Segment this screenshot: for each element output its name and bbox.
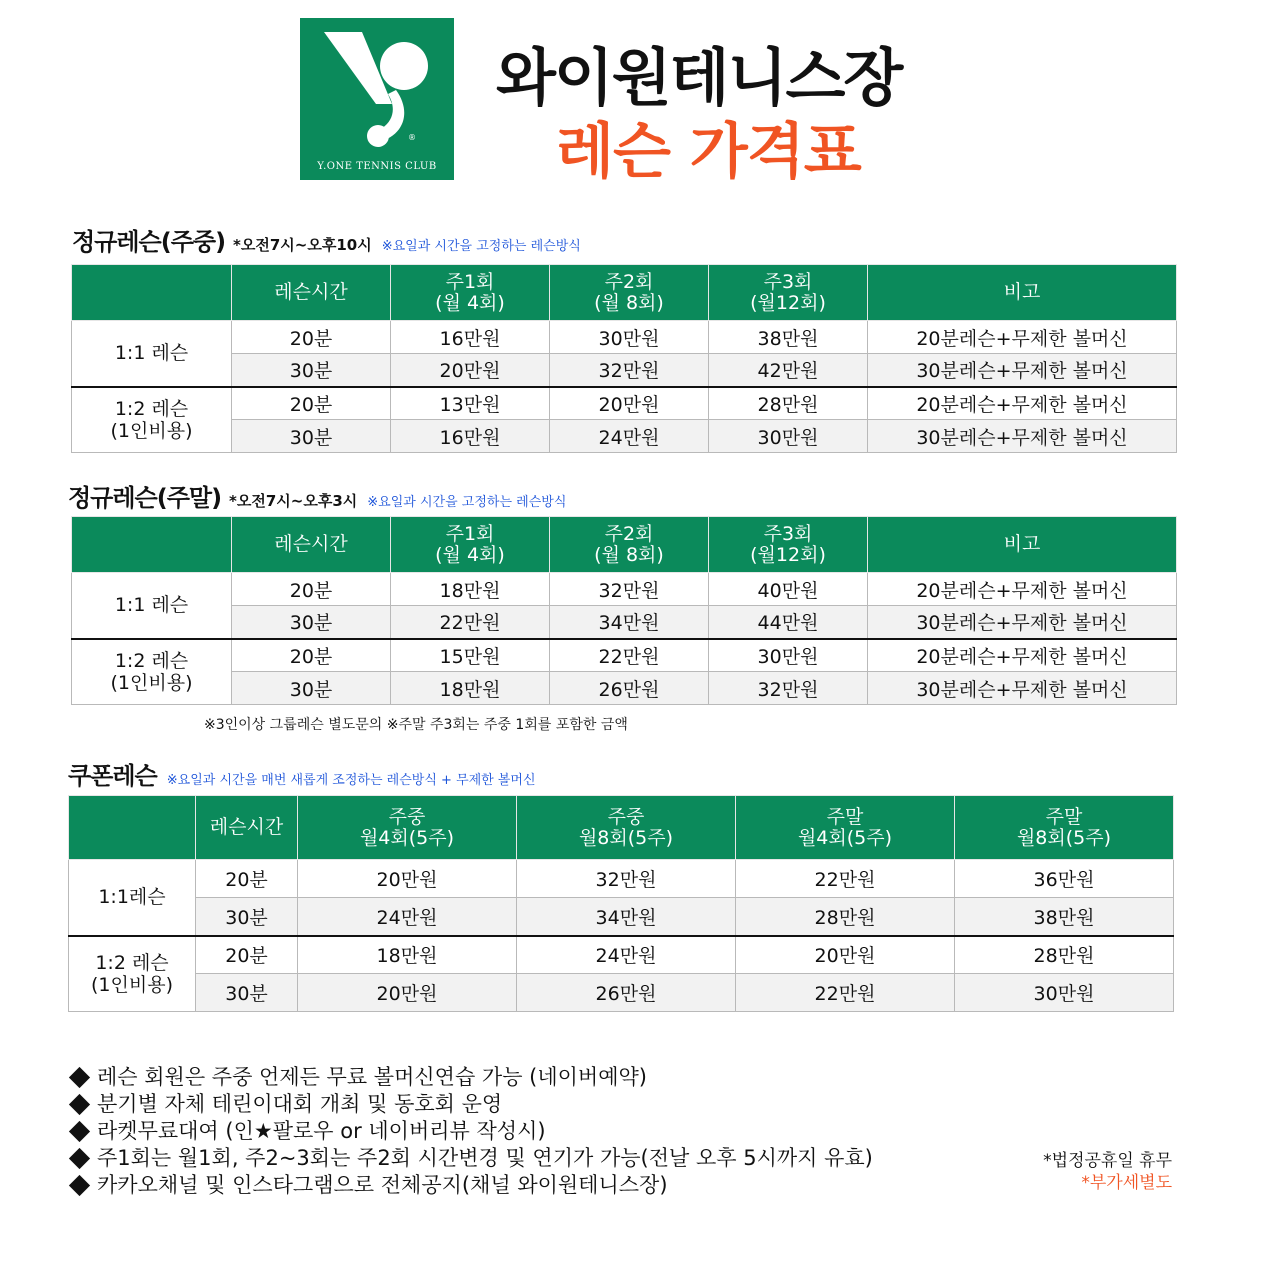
bullet-text: 카카오채널 및 인스타그램으로 전체공지(채널 와이원테니스장) — [97, 1173, 668, 1197]
weekday-section-heading — [72, 222, 581, 257]
list-item — [68, 1064, 873, 1091]
weekend-footnote: ※3인이상 그룹레슨 별도문의 ※주말 주3회는 주중 1회를 포함한 금액 — [204, 717, 628, 733]
column-header: 주말 월8회(5주) — [955, 796, 1174, 860]
bullet-text: 분기별 자체 테린이대회 개최 및 동호회 운영 — [97, 1092, 503, 1116]
column-header: 주3회 (월12회) — [709, 265, 868, 321]
price-cell: 30만원 — [550, 321, 709, 354]
lesson-duration: 20분 — [232, 387, 391, 420]
svg-text:®: ® — [408, 133, 416, 142]
lesson-duration: 30분 — [232, 672, 391, 705]
coupon-note: ※요일과 시간을 매번 새롭게 조정하는 레슨방식 + 무제한 볼머신 — [166, 773, 536, 788]
table-row — [72, 606, 1177, 639]
table-row — [69, 936, 1174, 974]
price-cell: 26만원 — [517, 974, 736, 1012]
lesson-duration: 30분 — [196, 898, 298, 936]
table-row — [72, 354, 1177, 387]
lesson-duration: 20분 — [196, 860, 298, 898]
price-cell: 38만원 — [709, 321, 868, 354]
column-header: 주3회 (월12회) — [709, 517, 868, 573]
coupon-section-heading — [68, 756, 536, 791]
price-cell: 18만원 — [298, 936, 517, 974]
column-header: 주중 월4회(5주) — [298, 796, 517, 860]
lesson-duration: 20분 — [196, 936, 298, 974]
price-cell: 20만원 — [550, 387, 709, 420]
column-header: 주2회 (월 8회) — [550, 517, 709, 573]
table-row — [72, 387, 1177, 420]
column-header: 비고 — [868, 265, 1177, 321]
price-cell: 32만원 — [517, 860, 736, 898]
price-cell: 20만원 — [736, 936, 955, 974]
lesson-duration: 20분 — [232, 639, 391, 672]
price-cell: 24만원 — [550, 420, 709, 453]
club-logo — [300, 18, 454, 180]
column-header — [69, 796, 196, 860]
table-row — [69, 974, 1174, 1012]
holiday-note: *법정공휴일 휴무 — [1043, 1151, 1172, 1171]
diamond-bullet-icon — [69, 1094, 90, 1115]
page-subtitle: 레슨 가격표 — [556, 117, 861, 187]
price-cell: 30분레슨+무제한 볼머신 — [868, 354, 1177, 387]
column-header: 레슨시간 — [232, 517, 391, 573]
weekday-hours: *오전7시~오후10시 — [233, 236, 372, 254]
weekday-price-table — [71, 264, 1177, 453]
diamond-bullet-icon — [69, 1067, 90, 1088]
coupon-title: 쿠폰레슨 — [68, 762, 157, 790]
column-header — [72, 517, 232, 573]
vat-note: *부가세별도 — [1081, 1173, 1172, 1193]
price-cell: 30분레슨+무제한 볼머신 — [868, 606, 1177, 639]
lesson-type-label: 1:1 레슨 — [72, 573, 232, 639]
table-row — [72, 672, 1177, 705]
list-item — [68, 1091, 873, 1118]
price-cell: 20분레슨+무제한 볼머신 — [868, 573, 1177, 606]
lesson-duration: 20분 — [232, 573, 391, 606]
price-cell: 22만원 — [736, 974, 955, 1012]
list-item — [68, 1172, 873, 1199]
table-row — [69, 898, 1174, 936]
coupon-price-table — [68, 795, 1174, 1012]
table-header-row — [69, 796, 1174, 860]
table-row — [72, 420, 1177, 453]
price-cell: 42만원 — [709, 354, 868, 387]
price-cell: 15만원 — [391, 639, 550, 672]
price-cell: 32만원 — [550, 573, 709, 606]
table-row — [72, 321, 1177, 354]
price-cell: 38만원 — [955, 898, 1174, 936]
weekend-title: 정규레슨(주말) — [68, 484, 222, 512]
price-cell: 16만원 — [391, 321, 550, 354]
lesson-type-label: 1:1레슨 — [69, 860, 196, 936]
lesson-duration: 30분 — [232, 354, 391, 387]
table-row — [72, 573, 1177, 606]
list-item — [68, 1118, 873, 1145]
price-cell: 22만원 — [550, 639, 709, 672]
column-header: 주1회 (월 4회) — [391, 517, 550, 573]
price-cell: 22만원 — [391, 606, 550, 639]
table-header-row — [72, 517, 1177, 573]
price-cell: 32만원 — [550, 354, 709, 387]
column-header: 주2회 (월 8회) — [550, 265, 709, 321]
column-header — [72, 265, 232, 321]
price-cell: 20분레슨+무제한 볼머신 — [868, 387, 1177, 420]
price-cell: 30만원 — [955, 974, 1174, 1012]
price-cell: 32만원 — [709, 672, 868, 705]
column-header: 비고 — [868, 517, 1177, 573]
logo-wordmark: Y.ONE TENNIS CLUB — [317, 161, 437, 172]
lesson-duration: 30분 — [196, 974, 298, 1012]
diamond-bullet-icon — [69, 1175, 90, 1196]
page-title: 와이원테니스장 — [496, 41, 902, 114]
column-header: 주중 월8회(5주) — [517, 796, 736, 860]
price-cell: 20만원 — [298, 974, 517, 1012]
price-cell: 36만원 — [955, 860, 1174, 898]
bullet-text: 레슨 회원은 주중 언제든 무료 볼머신연습 가능 (네이버예약) — [97, 1065, 647, 1089]
lesson-duration: 20분 — [232, 321, 391, 354]
price-cell: 34만원 — [517, 898, 736, 936]
price-cell: 22만원 — [736, 860, 955, 898]
lesson-type-label: 1:2 레슨 (1인비용) — [72, 639, 232, 705]
column-header: 레슨시간 — [196, 796, 298, 860]
price-cell: 24만원 — [517, 936, 736, 974]
weekday-title: 정규레슨(주중) — [72, 228, 226, 256]
tennis-y-logo-icon — [300, 18, 454, 180]
lesson-duration: 30분 — [232, 606, 391, 639]
price-cell: 28만원 — [955, 936, 1174, 974]
weekday-note: ※요일과 시간을 고정하는 레슨방식 — [381, 239, 581, 254]
lesson-type-label: 1:2 레슨 (1인비용) — [69, 936, 196, 1012]
price-cell: 30분레슨+무제한 볼머신 — [868, 420, 1177, 453]
lesson-type-label: 1:2 레슨 (1인비용) — [72, 387, 232, 453]
price-cell: 20만원 — [391, 354, 550, 387]
bullet-text: 주1회는 월1회, 주2~3회는 주2회 시간변경 및 연기가 가능(전날 오후 5시까지 유효) — [97, 1146, 873, 1170]
price-cell: 18만원 — [391, 573, 550, 606]
price-cell: 24만원 — [298, 898, 517, 936]
price-cell: 20만원 — [298, 860, 517, 898]
price-cell: 30만원 — [709, 639, 868, 672]
info-bullet-list — [68, 1064, 873, 1199]
price-cell: 28만원 — [709, 387, 868, 420]
price-cell: 16만원 — [391, 420, 550, 453]
price-cell: 26만원 — [550, 672, 709, 705]
price-cell: 13만원 — [391, 387, 550, 420]
lesson-type-label: 1:1 레슨 — [72, 321, 232, 387]
weekend-hours: *오전7시~오후3시 — [229, 492, 358, 510]
price-cell: 18만원 — [391, 672, 550, 705]
price-cell: 20분레슨+무제한 볼머신 — [868, 321, 1177, 354]
price-cell: 20분레슨+무제한 볼머신 — [868, 639, 1177, 672]
table-row — [72, 639, 1177, 672]
price-cell: 30분레슨+무제한 볼머신 — [868, 672, 1177, 705]
weekend-note: ※요일과 시간을 고정하는 레슨방식 — [367, 495, 567, 510]
table-row — [69, 860, 1174, 898]
column-header: 주1회 (월 4회) — [391, 265, 550, 321]
list-item — [68, 1145, 873, 1172]
price-cell: 30만원 — [709, 420, 868, 453]
price-cell: 28만원 — [736, 898, 955, 936]
diamond-bullet-icon — [69, 1148, 90, 1169]
weekend-section-heading — [68, 478, 566, 513]
column-header: 레슨시간 — [232, 265, 391, 321]
price-cell: 44만원 — [709, 606, 868, 639]
weekend-price-table — [71, 516, 1177, 705]
price-cell: 34만원 — [550, 606, 709, 639]
diamond-bullet-icon — [69, 1121, 90, 1142]
bullet-text: 라켓무료대여 (인★팔로우 or 네이버리뷰 작성시) — [97, 1119, 546, 1143]
lesson-duration: 30분 — [232, 420, 391, 453]
price-cell: 40만원 — [709, 573, 868, 606]
table-header-row — [72, 265, 1177, 321]
column-header: 주말 월4회(5주) — [736, 796, 955, 860]
